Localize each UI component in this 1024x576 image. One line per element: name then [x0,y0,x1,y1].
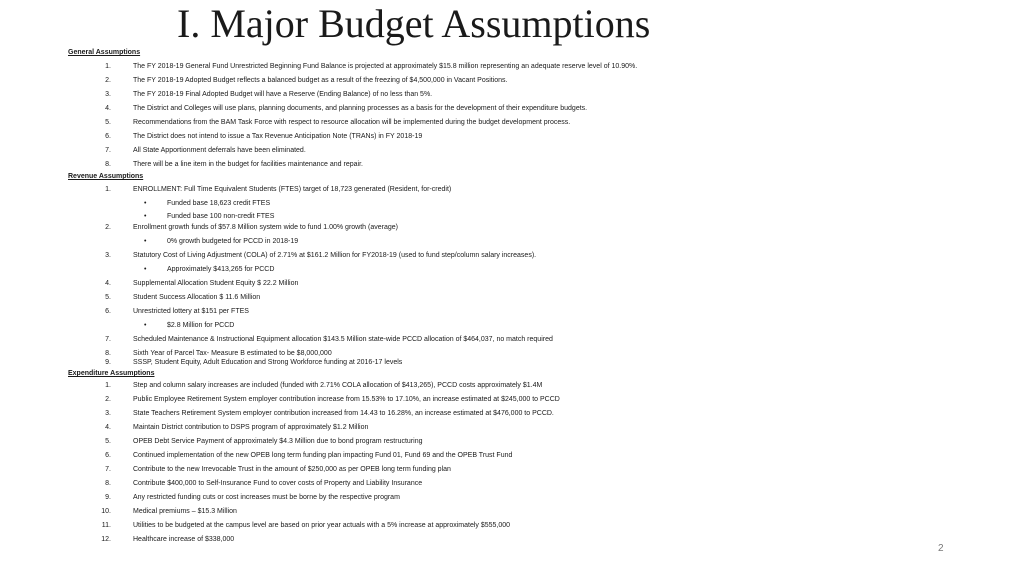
list-item [0,451,1024,461]
item-text: Supplemental Allocation Student Equity $ 22.2 Million [133,280,299,287]
list-item [0,223,1024,233]
list-item [0,479,1024,489]
bullet-icon: • [144,266,147,273]
item-text: The FY 2018-19 Adopted Budget reflects a balanced budget as a result of the freezing of $4,500,000 in Vacant Positions. [133,77,508,84]
item-number: 3. [105,91,111,98]
item-number: 7. [105,147,111,154]
list-item [0,358,1024,368]
item-number: 9. [105,359,111,366]
list-item [0,507,1024,517]
item-text: Student Success Allocation $ 11.6 Million [133,294,261,301]
bullet-item [0,265,1024,275]
item-text: The FY 2018-19 General Fund Unrestricted Beginning Fund Balance is projected at approximately $15.8 million representing an adequate reserve level of 10.90%. [133,63,638,70]
item-number: 4. [105,280,111,287]
section-heading-expenditure: Expenditure Assumptions [68,370,155,377]
list-item [0,132,1024,142]
item-text: Sixth Year of Parcel Tax- Measure B estimated to be $8,000,000 [133,350,332,357]
bullet-icon: • [144,238,147,245]
list-item [0,76,1024,86]
item-text: Enrollment growth funds of $57.8 Million system wide to fund 1.00% growth (average) [133,224,398,231]
item-number: 1. [105,186,111,193]
section-heading-general: General Assumptions [68,49,141,56]
item-number: 2. [105,77,111,84]
list-item [0,535,1024,545]
item-text: All State Apportionment deferrals have been eliminated. [133,147,306,154]
item-text: ENROLLMENT: Full Time Equivalent Students (FTES) target of 18,723 generated (Resident, for-credit) [133,186,452,193]
section-heading-revenue: Revenue Assumptions [68,173,144,180]
item-number: 2. [105,396,111,403]
item-text: OPEB Debt Service Payment of approximately $4.3 Million due to bond program restructuring [133,438,423,445]
item-number: 8. [105,350,111,357]
item-number: 6. [105,133,111,140]
item-number: 12. [101,536,111,543]
item-number: 3. [105,252,111,259]
item-text: The FY 2018-19 Final Adopted Budget will have a Reserve (Ending Balance) of no less than 5%. [133,91,433,98]
list-item [0,521,1024,531]
page-title: I. Major Budget Assumptions [177,1,651,46]
item-text: Scheduled Maintenance & Instructional Equipment allocation $143.5 Million state-wide PCCD allocation of $464,037, no match required [133,336,553,343]
item-text: Unrestricted lottery at $151 per FTES [133,308,249,315]
list-item [0,62,1024,72]
bullet-item [0,199,1024,209]
bullet-icon: • [144,200,147,207]
list-item [0,118,1024,128]
list-item [0,437,1024,447]
item-text: Medical premiums – $15.3 Million [133,508,237,515]
item-text: Contribute to the new Irrevocable Trust in the amount of $250,000 as per OPEB long term funding plan [133,466,451,473]
item-number: 3. [105,410,111,417]
item-text: The District and Colleges will use plans, planning documents, and planning processes as a basis for the development of their expenditure budgets. [133,105,588,112]
item-text: Contribute $400,000 to Self-Insurance Fund to cover costs of Property and Liability Insurance [133,480,423,487]
list-item [0,279,1024,289]
item-number: 1. [105,63,111,70]
list-item [0,293,1024,303]
item-number: 10. [101,508,111,515]
list-item [0,465,1024,475]
list-item [0,409,1024,419]
item-number: 5. [105,294,111,301]
list-item [0,395,1024,405]
item-number: 6. [105,452,111,459]
item-text: Healthcare increase of $338,000 [133,536,235,543]
list-item [0,335,1024,345]
item-text: There will be a line item in the budget for facilities maintenance and repair. [133,161,363,168]
item-text: State Teachers Retirement System employer contribution increased from 14.43 to 16.28%, an increase estimated at $476,000 to PCCD. [133,410,554,417]
list-item [0,146,1024,156]
bullet-item [0,237,1024,247]
item-number: 5. [105,438,111,445]
bullet-text: 0% growth budgeted for PCCD in 2018-19 [167,238,299,245]
list-item [0,104,1024,114]
bullet-text: $2.8 Million for PCCD [167,322,235,329]
item-number: 8. [105,480,111,487]
item-text: Any restricted funding cuts or cost increases must be borne by the respective program [133,494,400,501]
item-number: 7. [105,336,111,343]
item-text: Recommendations from the BAM Task Force with respect to resource allocation will be implemented during the budget development process. [133,119,571,126]
item-text: Step and column salary increases are included (funded with 2.71% COLA allocation of $413,265), PCCD costs approximately $1.4M [133,382,543,389]
item-text: Continued implementation of the new OPEB long term funding plan impacting Fund 01, Fund 69 and the OPEB Trust Fund [133,452,513,459]
bullet-item [0,212,1024,222]
item-number: 11. [101,522,111,529]
list-item [0,251,1024,261]
item-number: 1. [105,382,111,389]
item-text: Maintain District contribution to DSPS program of approximately $1.2 Million [133,424,369,431]
list-item [0,307,1024,317]
item-number: 9. [105,494,111,501]
bullet-text: Approximately $413,265 for PCCD [167,266,275,273]
item-number: 7. [105,466,111,473]
bullet-icon: • [144,213,147,220]
bullet-text: Funded base 18,623 credit FTES [167,200,271,207]
item-number: 8. [105,161,111,168]
list-item [0,90,1024,100]
item-number: 4. [105,424,111,431]
item-text: Public Employee Retirement System employer contribution increase from 15.53% to 17.10%, an increase estimated at $245,000 to PCCD [133,396,560,403]
list-item [0,160,1024,170]
item-text: Utilities to be budgeted at the campus level are based on prior year actuals with a 5% increase at approximately $555,000 [133,522,511,529]
bullet-icon: • [144,322,147,329]
list-item [0,423,1024,433]
item-text: SSSP, Student Equity, Adult Education and Strong Workforce funding at 2016-17 levels [133,359,403,366]
item-text: Statutory Cost of Living Adjustment (COLA) of 2.71% at $161.2 Million for FY2018-19 (used to fund step/column salary increases). [133,252,537,259]
page-number: 2 [938,543,944,554]
bullet-text: Funded base 100 non-credit FTES [167,213,275,220]
bullet-item [0,321,1024,331]
list-item [0,381,1024,391]
item-number: 4. [105,105,111,112]
item-text: The District does not intend to issue a Tax Revenue Anticipation Note (TRANs) in FY 2018-19 [133,133,423,140]
list-item [0,185,1024,195]
item-number: 5. [105,119,111,126]
item-number: 6. [105,308,111,315]
list-item [0,493,1024,503]
item-number: 2. [105,224,111,231]
